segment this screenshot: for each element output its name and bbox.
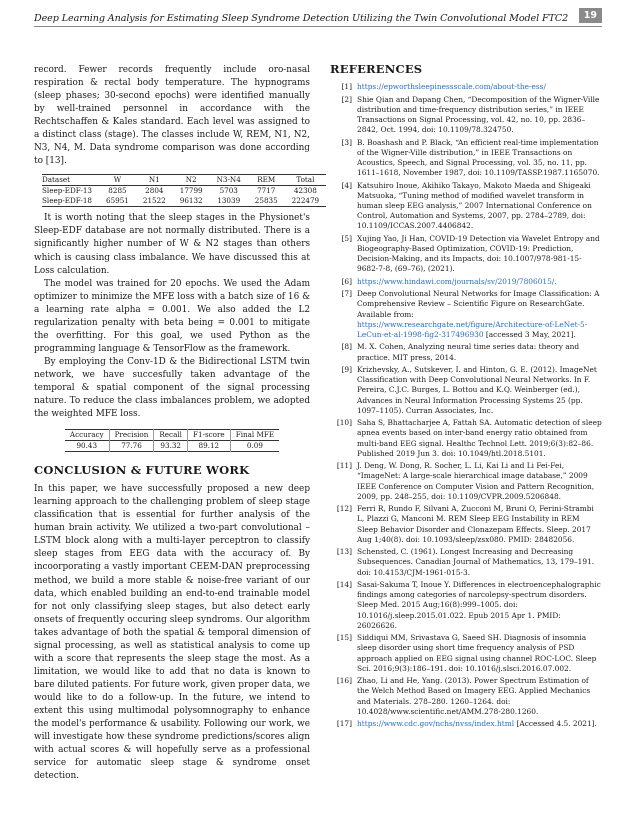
reference-item (330, 418, 602, 459)
dataset-table-header-cell: N2 (185, 175, 197, 185)
reference-text: M. X. Cohen, Analyzing neural time series data: theory and practice. MIT press, 2014. (357, 342, 580, 362)
header-title: Deep Learning Analysis for Estimating Sleep Syndrome Detection Utilizing the Twin Convolutional Model FTC2 (34, 13, 569, 24)
reference-number: [16] (336, 676, 352, 686)
dataset-table-row (42, 186, 326, 197)
references-heading: REFERENCES (330, 62, 423, 76)
metrics-table-cell: 89.12 (187, 441, 230, 452)
reference-item (330, 234, 602, 275)
metrics-table-row (65, 441, 279, 452)
reference-item (330, 342, 602, 362)
reference-item (330, 676, 602, 717)
metrics-table-header-cell: Precision (109, 430, 154, 441)
reference-number: [7] (341, 289, 352, 299)
dataset-table-cell: Sleep-EDF-13 (42, 186, 93, 196)
reference-item (330, 277, 602, 287)
conclusion-heading: CONCLUSION & FUTURE WORK (34, 463, 250, 478)
reference-item (330, 633, 602, 674)
reference-link[interactable]: https://www.researchgate.net/figure/Architecture-of-LeNet-5-LeCun-et-al-1998-fig2-317496930 (357, 319, 588, 339)
reference-number: [3] (341, 137, 352, 147)
reference-text (357, 82, 602, 92)
reference-text: Xujing Yao, Ji Han, COVID-19 Detection via Wavelet Entropy and Biogeography-Based Optimization, COVID-19: Prediction, Decision-Making, and its Impacts, doi: 10.1007/978-981-15-9682-7-8, (69–76), (2021). (357, 233, 600, 274)
dataset-table-header-cell: Total (296, 175, 315, 185)
paragraph-training: The model was trained for 20 epochs. We used the Adam optimizer to minimize the MFE loss with a batch size of 16 & a learning rate alpha = 0.001. We also added the L2 regularization penalty with beta being = 0.001 to mitigate the overfitting. For this goal, we used Python as the programming language & TensorFlow as the framework. (34, 278, 310, 354)
reference-item (330, 461, 602, 502)
reference-link[interactable]: https://www.cdc.gov/nchs/nvss/index.html (357, 719, 515, 729)
reference-text (357, 277, 602, 287)
dataset-table-cell: 25835 (254, 196, 278, 206)
reference-text: Siddiqui MM, Srivastava G, Saeed SH. Diagnosis of insomnia sleep disorder using short time frequency analysis of PSD approach applied on EEG signal using channel ROC-LOC. Sleep Sci. 2016;9(3):186–191. doi: 10.1016/j.slsci.2016.07.002. (357, 633, 597, 673)
reference-item (330, 181, 602, 232)
dataset-table-cell: 5703 (219, 186, 238, 196)
reference-item (330, 138, 602, 179)
reference-number: [11] (336, 461, 352, 471)
metrics-table-header-cell: Final MFE (230, 430, 279, 441)
metrics-table-header-row (65, 430, 279, 441)
dataset-table-header-row (42, 175, 326, 186)
metrics-table-header-cell: Accuracy (69, 430, 104, 440)
reference-text: Shie Qian and Dapang Chen, “Decomposition of the Wigner-Ville distribution and time-frequency distribution series,” in IEEE Transactions on Signal Processing, vol. 42, no. 10, pp. 2836–2842, Oct. 1994, doi: 10.1109/78.324750. (357, 94, 600, 135)
dataset-table-header-cell: W (113, 175, 122, 185)
dataset-table-cell: Sleep-EDF-18 (42, 196, 93, 206)
metrics-table-cell: 90.43 (76, 441, 98, 451)
dataset-table-cell: 17799 (179, 186, 203, 196)
reference-number: [12] (336, 504, 352, 514)
dataset-table-cell: 96132 (179, 196, 203, 206)
reference-number: [14] (336, 579, 352, 589)
dataset-table-cell: 2804 (145, 186, 164, 196)
reference-item (330, 547, 602, 578)
reference-item (330, 289, 602, 340)
dataset-table-header-cell: N1 (148, 175, 160, 185)
reference-number: [17] (336, 719, 352, 729)
dataset-table-cell: 8285 (108, 186, 127, 196)
reference-text: Sasai-Sakuma T, Inoue Y. Differences in electroencephalographic findings among categories of narcolepsy-spectrum disorders. Sleep Med. 2015 Aug;16(8):999–1005. doi: 10.1016/j.sleep.2015.01.022. Epub 2015 Apr 1. PMID: 26026626. (357, 579, 601, 630)
reference-text: Krizhevsky, A., Sutskever, I. and Hinton, G. E. (2012). ImageNet Classification with Deep Convolutional Neural Networks. In F. Pereira, C.J.C. Burges, L. Bottou and K.Q. Weinberger (ed.), Advances in Neural Information Processing Systems 25 (pp. 1097–1105). Curran Associates, Inc. (357, 364, 597, 415)
reference-number: [2] (341, 94, 352, 104)
reference-text: Katsuhiro Inoue, Akihiko Takayo, Makoto Maeda and Shigeaki Matsuoka, “Tuning method of modified wavelet transform in human sleep EEG analysis,” 2007 International Conference on Control, Automation and Systems, 2007, pp. 2784–2789, doi: 10.1109/ICCAS.2007.4406842. (357, 180, 592, 231)
reference-text: Schensted, C. (1961). Longest Increasing and Decreasing Subsequences. Canadian Journal of Mathematics, 13, 179–191. doi: 10.4153/CJM-1961-015-3. (357, 547, 595, 577)
reference-number: [15] (336, 633, 352, 643)
reference-item (330, 504, 602, 545)
reference-number: [6] (341, 276, 352, 286)
paragraph-distribution: It is worth noting that the sleep stages in the Physionet's Sleep-EDF database are not normally distributed. There is a significantly higher number of W & N2 stages than others which is causing class imbalance. We have discussed this at Loss calculation. (34, 213, 310, 276)
dataset-table-header-cell: REM (257, 175, 276, 185)
reference-number: [1] (341, 82, 352, 92)
dataset-table-row (42, 196, 326, 207)
reference-item (330, 82, 602, 92)
right-column (330, 64, 602, 732)
reference-text: Ferri R, Rundo F, Silvani A, Zucconi M, Bruni O, Ferini-Strambi L, Plazzi G, Manconi M. REM Sleep EEG Instability in REM Sleep Behavior Disorder and Clonazepam Effects. Sleep. 2017 Aug 1;40(8). doi: 10.1093/sleep/zsx080. PMID: 28482056. (357, 504, 594, 544)
reference-link[interactable]: https://www.hindawi.com/journals/sv/2019/7806015/. (357, 276, 557, 286)
reference-number: [8] (341, 342, 352, 352)
running-header (34, 8, 602, 27)
metrics-table-cell: 93.32 (154, 441, 188, 452)
reference-item (330, 719, 602, 729)
metrics-table-cell: 77.76 (109, 441, 154, 452)
dataset-table-header-cell: N3-N4 (216, 175, 241, 185)
metrics-table-cell: 0.09 (230, 441, 279, 452)
dataset-table-cell: 222479 (291, 196, 320, 206)
reference-text: J. Deng, W. Dong, R. Socher, L. Li, Kai Li and Li Fei-Fei, “ImageNet: A large-scale hierarchical image database,” 2009 IEEE Conference on Computer Vision and Pattern Recognition, 2009, pp. 248–255, doi: 10.1109/CVPR.2009.5206848. (357, 461, 595, 501)
reference-item (330, 365, 602, 416)
reference-number: [5] (341, 233, 352, 243)
reference-list (330, 82, 602, 729)
reference-text: Zhao, Li and He, Yang. (2013). Power Spectrum Estimation of the Welch Method Based on Imagery EEG. Applied Mechanics and Materials. 278–280. 1260–1264. doi: 10.4028/www.scientific.net/AMM.278-280.1260. (357, 676, 591, 716)
page-number-badge: 19 (579, 8, 602, 23)
metrics-table-header-cell: F1-score (187, 430, 230, 441)
reference-text: Saha S, Bhattacharjee A, Fattah SA. Automatic detection of sleep apnea events based on inter-band energy ratio obtained from multi-band EEG signal. Healthc Technol Lett. 2019;6(3):82–86. Published 2019 Jun 3. doi: 10.1049/htl.2018.5101. (357, 418, 602, 458)
reference-text: B. Boashash and P. Black, “An efficient real-time implementation of the Wigner-Ville distribution,” in IEEE Transactions on Acoustics, Speech, and Signal Processing, vol. 35, no. 11, pp. 1611–1618, November 1987, doi: 10.1109/TASSP.1987.1165070. (357, 137, 600, 178)
dataset-table-cell: 13039 (217, 196, 241, 206)
dataset-table-cell: 21522 (142, 196, 166, 206)
reference-number: [10] (336, 418, 352, 428)
paragraph-dataset: record. Fewer records frequently include oro-nasal respiration & rectal body temperature. The hypnograms (sleep phases; 30-second epochs) were identified manually by well-trained personnel in accordance with the Rechtschaffen & Kales standard. Each level was assigned to a distinct class (stage). The classes include W, REM, N1, N2, N3, N4, M. Data syndrome comparison was done according to [13]. (34, 65, 310, 167)
metrics-table-body (65, 441, 279, 452)
dataset-table-cell: 7717 (257, 186, 276, 196)
dataset-table-cell: 42308 (293, 186, 317, 196)
reference-number: [13] (336, 547, 352, 557)
reference-link[interactable]: https://epworthsleepinessscale.com/about-the-ess/ (357, 82, 546, 92)
dataset-table (42, 174, 326, 207)
paragraph-architecture: By employing the Conv-1D & the Bidirectional LSTM twin network, we have succesfully taken advantage of the temporal & spatial component of the signal processing nature. To reduce the class imbalances problem, we adopted the weighted MFE loss. (34, 356, 310, 420)
metrics-table-header-cell: Recall (154, 430, 188, 441)
dataset-table-body (42, 186, 326, 207)
reference-text: Deep Convolutional Neural Networks for Image Classification: A Comprehensive Review – Scientific Figure on ResearchGate. Available from: https://www.researchgate.net/figure/Architecture-of-LeNet-5-LeCun-et-al-1998-fig2-317496930 [accessed 3 May, 2021]. (357, 289, 600, 339)
metrics-table (65, 429, 279, 452)
reference-item (330, 580, 602, 631)
reference-item (330, 95, 602, 136)
dataset-table-cell: 65951 (106, 196, 129, 206)
left-column (34, 64, 320, 783)
dataset-table-header-cell: Dataset (42, 175, 71, 185)
reference-text: https://www.cdc.gov/nchs/nvss/index.html [Accessed 4.5. 2021]. (357, 719, 597, 729)
reference-number: [4] (341, 180, 352, 190)
paragraph-conclusion: In this paper, we have successfully proposed a new deep learning approach to the challenging problem of sleep stage classification that is essential for further analysis of the human brain activity. We utilized a two-part convolutional – LSTM block along with a multi-layer perceptron to classify sleep stages from EEG data with the accuracy of. By incoorporating a vastly important CEEM-DAN preprocessing method, we build a more stable & noise-free variant of our data, which enabled building an end-to-end trainable model for not only classifying sleep stages, but also detect early onsets of frequently occuring sleep syndroms. Our algorithm takes advantage of both the spatial & temporal dimension of signal processing, as well as statistical analysis to come up with a score that represents the sleep stage the most. As a limitation, we would like to add that no data is known to bare diluted patients. For future work, given proper data, we would like to do a follow-up. In the future, we intend to extent this using multimodal polysomnography to enhance the model's performance & usability. Following our work, we will investigate how these syndrome predictions/scores align with actual scores & will hopefully serve as a professional service for automatic sleep stage & syndrome onset detection. (34, 484, 310, 782)
reference-number: [9] (341, 364, 352, 374)
